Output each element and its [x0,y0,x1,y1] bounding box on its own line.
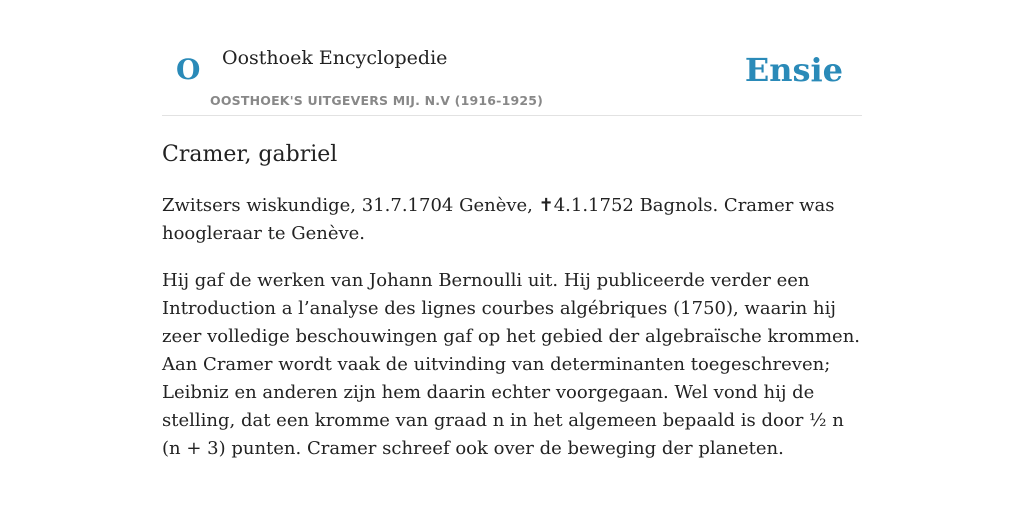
entry-title: Cramer, gabriel [162,142,338,167]
publication-subtitle: OOSTHOEK'S UITGEVERS MIJ. N.V (1916-1925) [210,93,544,108]
entry-body [162,192,862,482]
publication-logo: O [176,53,201,86]
publication-header [162,40,862,116]
entry-paragraph: Hij gaf de werken van Johann Bernoulli uit. Hij publiceerde verder een Introduction a l’analyse des lignes courbes algébriques (1750), waarin hij zeer volledige beschouwingen gaf op het gebied der algebraïsche krommen. Aan Cramer wordt vaak de uitvinding van determinanten toegeschreven; Leibniz en anderen zijn hem daarin echter voorgegaan. Wel vond hij de stelling, dat een kromme van graad n in het algemeen bepaald is door ½ n (n + 3) punten. Cramer schreef ook over de beweging der planeten. [162,270,861,459]
brand-logo-link[interactable]: Ensie [744,51,843,89]
publication-title[interactable]: Oosthoek Encyclopedie [222,47,448,69]
entry-paragraph: Zwitsers wiskundige, 31.7.1704 Genève, ✝4.1.1752 Bagnols. Cramer was hoogleraar te Genève. [162,195,835,244]
